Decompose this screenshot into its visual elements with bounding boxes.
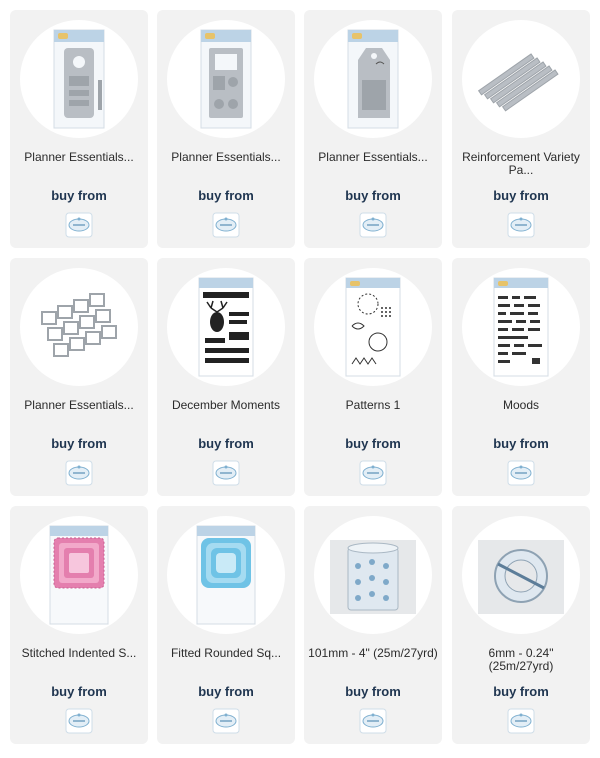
- product-card[interactable]: [157, 258, 295, 496]
- product-card[interactable]: [452, 10, 590, 248]
- buy-from-link[interactable]: buy from: [198, 436, 254, 451]
- product-card[interactable]: [157, 506, 295, 744]
- product-image[interactable]: [167, 20, 285, 138]
- retailer-logo[interactable]: [507, 460, 535, 486]
- product-title: 6mm - 0.24" (25m/27yrd): [488, 646, 554, 673]
- retailer-logo[interactable]: [212, 708, 240, 734]
- elizabeth-craft-designs-logo: [212, 460, 240, 486]
- product-image[interactable]: [20, 20, 138, 138]
- elizabeth-craft-designs-logo: [212, 212, 240, 238]
- moods-stamp-icon: [462, 268, 580, 386]
- planner-frames-die-icon: [20, 268, 138, 386]
- blue-rounded-squares-die-icon: [167, 516, 285, 634]
- product-image[interactable]: [314, 20, 432, 138]
- patterns-stamp-icon: [314, 268, 432, 386]
- retailer-logo[interactable]: [359, 460, 387, 486]
- buy-from-link[interactable]: buy from: [345, 188, 401, 203]
- product-card[interactable]: [452, 258, 590, 496]
- retailer-logo[interactable]: [65, 708, 93, 734]
- elizabeth-craft-designs-logo: [65, 460, 93, 486]
- retailer-logo[interactable]: [65, 460, 93, 486]
- buy-from-link[interactable]: buy from: [198, 188, 254, 203]
- buy-from-link[interactable]: buy from: [198, 684, 254, 699]
- buy-from-link[interactable]: buy from: [345, 436, 401, 451]
- product-title: Moods: [502, 398, 540, 412]
- product-image[interactable]: [462, 20, 580, 138]
- planner-pocket-die-package-icon: [167, 20, 285, 138]
- product-title: Stitched Indented S...: [21, 646, 137, 660]
- product-title: Patterns 1: [345, 398, 401, 412]
- elizabeth-craft-designs-logo: [359, 460, 387, 486]
- retailer-logo[interactable]: [507, 212, 535, 238]
- planner-tab-die-package-icon: [20, 20, 138, 138]
- product-image[interactable]: [20, 268, 138, 386]
- product-image[interactable]: [462, 268, 580, 386]
- retailer-logo[interactable]: [212, 460, 240, 486]
- product-title: Planner Essentials...: [318, 150, 428, 164]
- buy-from-link[interactable]: buy from: [345, 684, 401, 699]
- product-card[interactable]: [10, 10, 148, 248]
- product-image[interactable]: [314, 516, 432, 634]
- pink-stitched-squares-die-icon: [20, 516, 138, 634]
- retailer-logo[interactable]: [359, 212, 387, 238]
- wide-tape-roll-icon: [314, 516, 432, 634]
- elizabeth-craft-designs-logo: [65, 708, 93, 734]
- buy-from-link[interactable]: buy from: [493, 188, 549, 203]
- product-card[interactable]: [452, 506, 590, 744]
- buy-from-link[interactable]: buy from: [51, 188, 107, 203]
- december-moments-stamp-icon: [167, 268, 285, 386]
- product-card[interactable]: [304, 506, 442, 744]
- product-title: Planner Essentials...: [24, 150, 134, 164]
- retailer-logo[interactable]: [359, 708, 387, 734]
- elizabeth-craft-designs-logo: [359, 212, 387, 238]
- product-card[interactable]: [10, 258, 148, 496]
- reinforcement-strips-die-icon: [462, 20, 580, 138]
- retailer-logo[interactable]: [65, 212, 93, 238]
- narrow-tape-roll-icon: [462, 516, 580, 634]
- buy-from-link[interactable]: buy from: [51, 684, 107, 699]
- retailer-logo[interactable]: [212, 212, 240, 238]
- product-image[interactable]: [462, 516, 580, 634]
- product-title: 101mm - 4" (25m/27yrd): [308, 646, 438, 660]
- planner-tag-die-package-icon: [314, 20, 432, 138]
- product-image[interactable]: [314, 268, 432, 386]
- buy-from-link[interactable]: buy from: [493, 684, 549, 699]
- product-card[interactable]: [304, 10, 442, 248]
- buy-from-link[interactable]: buy from: [51, 436, 107, 451]
- product-card[interactable]: [10, 506, 148, 744]
- product-image[interactable]: [167, 516, 285, 634]
- elizabeth-craft-designs-logo: [212, 708, 240, 734]
- product-title: Planner Essentials...: [24, 398, 134, 412]
- product-title: December Moments: [171, 398, 281, 412]
- elizabeth-craft-designs-logo: [507, 212, 535, 238]
- product-image[interactable]: [20, 516, 138, 634]
- product-image[interactable]: [167, 268, 285, 386]
- elizabeth-craft-designs-logo: [65, 212, 93, 238]
- product-card[interactable]: [157, 10, 295, 248]
- elizabeth-craft-designs-logo: [359, 708, 387, 734]
- product-title: Planner Essentials...: [171, 150, 281, 164]
- product-title: Reinforcement Variety Pa...: [462, 150, 580, 177]
- elizabeth-craft-designs-logo: [507, 708, 535, 734]
- buy-from-link[interactable]: buy from: [493, 436, 549, 451]
- product-title: Fitted Rounded Sq...: [170, 646, 282, 660]
- retailer-logo[interactable]: [507, 708, 535, 734]
- elizabeth-craft-designs-logo: [507, 460, 535, 486]
- product-card[interactable]: [304, 258, 442, 496]
